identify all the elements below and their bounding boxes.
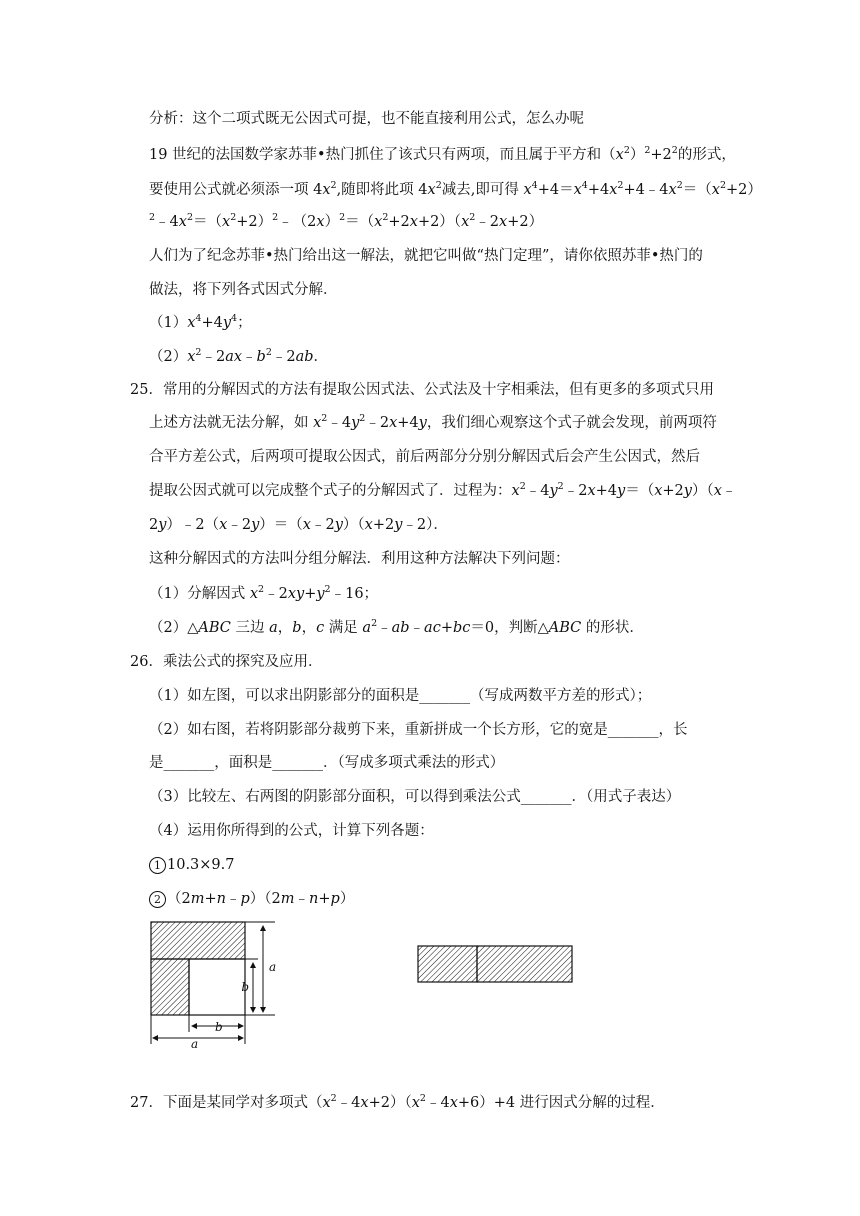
p25-line-4: 提取公因式就可以完成整个式子的分解因式了．过程为：$x^2﹣4y^2﹣2x+4y=(x+2y)(x﹣$ (149, 481, 737, 499)
p26-question-2b: 是_______，面积是_______．（写成多项式乘法的形式） (149, 755, 505, 771)
label-b-vertical: b (241, 980, 249, 994)
shaded-top-strip (151, 922, 245, 959)
p25-question-1: （1）分解因式 $x^2﹣2xy+y^2﹣16$； (149, 584, 379, 602)
p26-item-2: 2 （2m+n﹣p）（2m﹣n+p） (149, 889, 354, 909)
p25-line-6: 这种分解因式的方法叫分组分解法．利用这种方法解决下列问题： (149, 551, 570, 567)
p24-line-5: 人们为了纪念苏菲•热门给出这一解法，就把它叫做“热门定理”，请你依照苏菲•热门的 (149, 248, 703, 264)
p26-question-3: （3）比较左、右两图的阴影部分面积，可以得到乘法公式_______．（用式子表达） (149, 789, 681, 805)
p24-line-3: 要使用公式就必须添一项 $4x^2$,随即将此项 $4x^2$减去,即可得 $x^4+4=x^4+4x^2+4﹣4x^2=(x^2+2)$ (149, 180, 762, 198)
p26-question-4: （4）运用你所得到的公式，计算下列各题： (149, 823, 434, 839)
p26-question-1: （1）如左图，可以求出阴影部分的面积是_______（写成两数平方差的形式）； (149, 688, 652, 704)
p24-line-2: 19 世纪的法国数学家苏菲•热门抓住了该式只有两项，而且属于平方和$(x^2)^2+2^2$的形式， (149, 145, 736, 163)
left-figure (145, 918, 285, 1050)
label-a-vertical: a (269, 960, 277, 974)
unshaded-square (189, 959, 245, 1015)
p26-line-1: 26．乘法公式的探究及应用． (130, 654, 323, 670)
p24-question-2: $(2)x^2﹣2ax﹣b^2﹣2ab$． (149, 347, 329, 365)
label-a-horizontal: a (191, 1037, 199, 1050)
p25-line-2: 上述方法就无法分解，如 $x^2﹣4y^2﹣2x+4y$，我们细心观察这个式子就会发现，前两项符 (149, 413, 717, 431)
shaded-left-strip (151, 959, 189, 1015)
p25-line-1: 25．常用的分解因式的方法有提取公因式法、公式法及十字相乘法，但有更多的多项式只用 (130, 382, 714, 398)
p25-line-3: 合平方差公式，后两项可提取公因式，前后两部分分别分解因式后会产生公因式，然后 (149, 449, 700, 465)
label-b-horizontal: b (215, 1020, 223, 1034)
circled-number-2: 2 (149, 891, 166, 908)
p24-question-1: $(1)x^4+4y^4$； (149, 313, 252, 331)
p26-item-1: 1 10.3×9.7 (149, 855, 235, 875)
circled-number-1: 1 (149, 857, 166, 874)
p25-line-5: 2y）﹣2（x﹣2y）＝（x﹣2y）（x+2y﹣2）． (149, 517, 448, 533)
p25-question-2: （2）△ABC 三边 a，b，c 满足 $a^2﹣ab﹣ac+bc=0$，判断△ABC 的形状． (149, 618, 644, 636)
right-figure (414, 943, 576, 985)
p24-line-4: $^2﹣4x^2=(x^2+2)^2﹣(2x)^2=(x^2+2x+2)(x^2﹣2x+2)$ (149, 212, 544, 230)
rectangle-part-left (418, 946, 477, 982)
p24-line-6: 做法，将下列各式因式分解． (149, 282, 338, 298)
rectangle-part-right (477, 946, 572, 982)
p26-question-2a: （2）如右图，若将阴影部分裁剪下来，重新拼成一个长方形，它的宽是_______，长 (149, 722, 688, 738)
p27-line: 27．下面是某同学对多项式$(x^2﹣4x+2)(x^2﹣4x+6)+4$ 进行因式分解的过程． (130, 1093, 665, 1111)
analysis-text: 分析：这个二项式既无公因式可提，也不能直接利用公式，怎么办呢 (149, 111, 584, 127)
